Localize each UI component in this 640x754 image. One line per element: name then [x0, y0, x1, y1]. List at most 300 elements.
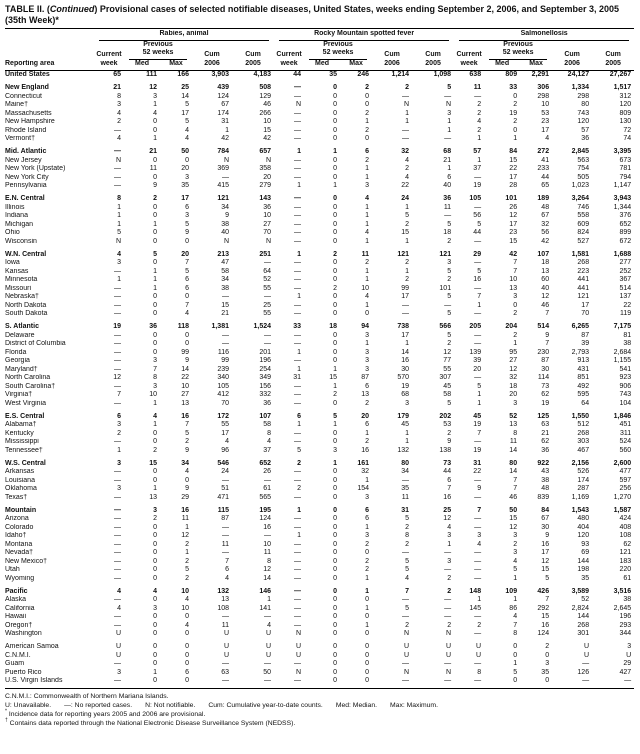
table-row [5, 174, 634, 183]
value-cell: 4 [185, 135, 189, 142]
value-cell: 99 [181, 348, 189, 356]
value-cell: 3 [365, 365, 370, 373]
value-cell: 24 [221, 468, 229, 475]
value-cell: 25 [181, 84, 189, 91]
table-row [5, 566, 634, 575]
value-cell: 1 [365, 237, 370, 245]
value-cell: 3 [513, 549, 518, 556]
value-cell: 39 [581, 340, 590, 347]
value-cell: 198 [577, 566, 590, 573]
table-row [5, 477, 634, 486]
value-cell: 96 [221, 446, 229, 454]
value-cell: 2 [365, 109, 370, 117]
reporting-area-cell: U.S. Virgin Islands [5, 677, 94, 689]
value-cell: 0 [153, 126, 157, 134]
disease-header-rabies [94, 30, 274, 41]
value-cell: 25 [443, 506, 452, 514]
reporting-area-cell: Delaware [5, 331, 35, 339]
value-cell: 32 [401, 148, 410, 155]
value-cell: 68 [401, 391, 410, 398]
value-cell: — [474, 237, 482, 245]
value-cell: 67 [221, 101, 229, 108]
value-cell: 268 [577, 621, 590, 629]
value-cell: — [372, 677, 412, 689]
value-cell: 2 [405, 84, 410, 91]
value-cell: 1 [365, 165, 370, 172]
table-body [5, 71, 634, 689]
value-cell: 10 [181, 382, 189, 390]
value-cell: 5 [513, 566, 518, 573]
value-cell: 652 [619, 220, 632, 228]
value-cell: — [264, 331, 272, 339]
value-cell: 10 [541, 101, 550, 108]
year-2005-label: 2005 [232, 60, 274, 71]
reporting-area-cell: C.N.M.I. [5, 651, 31, 659]
cum-label: Cum [564, 51, 580, 58]
header-spacer [5, 41, 94, 50]
value-cell: 19 [113, 323, 121, 330]
value-cell: 4 [405, 156, 410, 164]
value-cell: 526 [577, 468, 590, 475]
value-cell: 0 [153, 549, 157, 556]
value-cell: 42 [541, 237, 550, 245]
value-cell: 3 [513, 293, 518, 300]
value-cell: — [294, 156, 302, 164]
value-cell: 65 [541, 182, 550, 189]
title-continued: Continued [49, 4, 95, 14]
reporting-area-cell: Georgia [5, 357, 30, 364]
value-cell: 11 [263, 549, 272, 556]
value-cell: 67 [541, 212, 550, 219]
value-cell: 508 [259, 84, 272, 91]
value-cell: 251 [259, 250, 272, 258]
legend-not-notifiable: N: Not notifiable. [145, 702, 196, 709]
value-cell: 11 [221, 540, 229, 548]
value-cell: 1 [297, 250, 302, 258]
value-cell: 298 [537, 92, 550, 100]
table-row [5, 541, 634, 550]
value-cell: 7 [185, 421, 189, 428]
value-cell: — [474, 259, 482, 266]
value-cell: — [114, 165, 121, 172]
value-cell: — [294, 126, 302, 134]
value-cell: — [474, 557, 482, 565]
value-cell: 899 [619, 229, 632, 236]
value-cell: 0 [333, 237, 338, 245]
value-cell: 3 [333, 446, 338, 454]
value-cell: 1,543 [571, 506, 590, 514]
value-cell: 2 [333, 391, 338, 398]
table-row [5, 127, 634, 136]
value-cell: 121 [439, 250, 452, 258]
value-cell: 72 [623, 126, 632, 134]
value-cell: 2 [447, 587, 452, 595]
value-cell: 1 [365, 574, 370, 582]
value-cell: 3 [513, 532, 518, 539]
value-cell: 1 [225, 126, 229, 134]
weeks52-text: 52 weeks [129, 49, 187, 60]
value-cell: — [264, 476, 272, 484]
value-cell: — [114, 468, 121, 475]
value-cell: 3 [117, 259, 121, 266]
value-cell: 44 [293, 71, 302, 78]
value-cell: 638 [469, 71, 482, 78]
value-cell: 87 [361, 374, 370, 381]
value-cell: 3 [117, 485, 121, 492]
value-cell: 107 [537, 250, 550, 258]
value-cell: 11 [473, 84, 482, 91]
value-cell: 1,155 [613, 357, 632, 364]
value-cell: U [223, 643, 229, 650]
value-cell: 45 [443, 382, 452, 390]
value-cell: 21 [221, 310, 229, 317]
value-cell: 13 [149, 493, 157, 501]
value-cell: 2,793 [571, 348, 590, 356]
value-cell: 2 [447, 340, 452, 347]
value-cell: 5 [447, 310, 452, 317]
value-cell: U [403, 651, 410, 659]
value-cell: 48 [541, 203, 550, 211]
value-cell: — [294, 429, 302, 437]
value-cell: 1 [185, 523, 189, 531]
value-cell: 4 [365, 229, 370, 236]
value-cell: 119 [619, 310, 632, 317]
value-cell: — [294, 391, 302, 398]
year-2006-label: 2006 [372, 60, 412, 71]
value-cell: 415 [217, 182, 229, 189]
value-cell: 784 [217, 148, 229, 155]
value-cell: — [114, 532, 121, 539]
value-cell: U [446, 651, 452, 659]
value-cell: 2 [405, 165, 410, 172]
value-cell: 272 [537, 148, 550, 155]
value-cell: 427 [619, 668, 632, 676]
value-cell: 130 [619, 118, 632, 125]
value-cell: 0 [153, 540, 157, 548]
value-cell: 220 [619, 566, 632, 573]
med-label: Med [124, 60, 160, 71]
header-spacer [372, 41, 412, 50]
value-cell: — [444, 301, 452, 309]
value-cell: 0 [365, 310, 370, 317]
value-cell: 1 [297, 182, 302, 189]
value-cell: 369 [217, 165, 229, 172]
value-cell: 4 [513, 557, 518, 565]
reporting-area-cell: Tennessee† [5, 446, 43, 454]
value-cell: 17 [581, 301, 590, 309]
value-cell: 0 [333, 574, 338, 582]
value-cell: 431 [577, 365, 590, 373]
reporting-area-cell: District of Columbia [5, 340, 66, 347]
value-cell: 8 [153, 374, 157, 381]
value-cell: — [444, 549, 452, 556]
value-cell: 18 [443, 229, 452, 236]
value-cell: 21 [113, 84, 121, 91]
value-cell: 922 [537, 459, 550, 467]
value-cell: — [114, 267, 121, 275]
value-cell: — [222, 660, 229, 667]
value-cell: 2 [153, 515, 157, 522]
value-cell: — [222, 173, 229, 181]
value-cell: 13 [361, 391, 370, 398]
value-cell: 4 [267, 621, 272, 629]
value-cell: — [294, 212, 302, 219]
value-cell: 3 [447, 532, 452, 539]
value-cell: 0 [153, 660, 157, 667]
value-cell: 42 [263, 135, 272, 142]
value-cell: 1 [153, 135, 157, 142]
value-cell: 5 [333, 412, 338, 420]
value-cell: — [294, 92, 302, 100]
value-cell: 2 [477, 109, 482, 117]
value-cell: 3 [117, 668, 121, 676]
value-cell: 32 [541, 220, 550, 228]
value-cell: 0 [365, 668, 370, 676]
header-spacer [5, 49, 94, 60]
value-cell: 0 [333, 651, 338, 659]
value-cell: — [222, 523, 229, 531]
value-cell: 34 [181, 459, 189, 467]
value-cell: 2 [405, 523, 410, 531]
value-cell: 906 [619, 382, 632, 390]
value-cell: 37 [263, 446, 272, 454]
value-cell: 4 [117, 604, 121, 612]
value-cell: 6 [365, 506, 370, 514]
value-cell: 0 [333, 630, 338, 637]
value-cell: 74 [623, 135, 632, 142]
table-row [5, 357, 634, 366]
value-cell: 0 [333, 84, 338, 91]
value-cell: 4 [225, 574, 229, 582]
value-cell: 1 [153, 485, 157, 492]
value-cell: 4 [405, 574, 410, 582]
value-cell: 301 [577, 630, 590, 637]
reporting-area-cell: Colorado [5, 523, 34, 531]
value-cell: 5 [447, 331, 452, 339]
cum-label: Cum [245, 51, 261, 58]
value-cell: 196 [259, 357, 272, 364]
value-cell: 27,267 [609, 71, 632, 78]
value-cell: 19 [473, 446, 482, 454]
table-row [5, 285, 634, 294]
value-cell: 120 [577, 118, 590, 125]
value-cell: 566 [439, 323, 452, 330]
value-cell: — [444, 566, 452, 573]
value-cell: 0 [153, 630, 157, 637]
value-cell: U [115, 630, 121, 637]
value-cell: 0 [333, 357, 338, 364]
value-cell: 3,516 [613, 587, 632, 595]
value-cell: 20 [361, 412, 370, 420]
reporting-area-cell: Wyoming [5, 574, 35, 582]
value-cell: 137 [619, 293, 632, 300]
value-cell: 24 [401, 195, 410, 202]
value-cell: 7 [477, 429, 482, 437]
reporting-area-cell: Louisiana [5, 476, 35, 484]
value-cell: — [474, 340, 482, 347]
value-cell: 2 [447, 429, 452, 437]
value-cell: 0 [365, 135, 370, 142]
value-cell: — [114, 476, 121, 484]
value-cell: 2 [365, 399, 370, 407]
value-cell: 0 [304, 677, 340, 689]
value-cell: 0 [124, 677, 160, 689]
value-cell: 2 [185, 540, 189, 548]
value-cell: — [114, 340, 121, 347]
table-row [5, 182, 634, 191]
value-cell: 21 [149, 148, 157, 155]
value-cell: — [294, 468, 302, 475]
value-cell: 0 [153, 557, 157, 565]
value-cell: 0 [520, 677, 552, 689]
reporting-area-cell: W.N. Central [5, 250, 47, 258]
value-cell: 13 [509, 421, 518, 428]
value-cell: — [114, 348, 121, 356]
table-row [5, 144, 634, 157]
value-cell: 1 [153, 220, 157, 228]
value-cell: 2 [447, 621, 452, 629]
value-cell: 104 [619, 399, 632, 407]
value-cell: 0 [185, 643, 189, 650]
reporting-area-cell: Kansas [5, 267, 29, 275]
value-cell: 1 [477, 399, 482, 407]
value-cell: 13 [181, 399, 189, 407]
table-row [5, 268, 634, 277]
table-row [5, 229, 634, 238]
value-cell: U [295, 643, 302, 650]
value-cell: — [474, 630, 482, 637]
reporting-area-cell: New England [5, 84, 49, 91]
value-cell: 145 [469, 604, 482, 612]
value-cell: 17 [509, 173, 518, 181]
value-cell: 1 [513, 596, 518, 603]
value-cell: 738 [397, 323, 410, 330]
value-cell: 2 [545, 643, 550, 650]
value-cell: 70 [581, 310, 590, 317]
value-cell: 1 [477, 156, 482, 164]
value-cell: 4 [185, 621, 189, 629]
reporting-area-cell: Alaska [5, 596, 27, 603]
value-cell: 3 [153, 506, 157, 514]
value-cell: 18 [329, 323, 338, 330]
value-cell: 95 [509, 348, 518, 356]
cum-label: Cum [605, 51, 621, 58]
value-cell: 307 [439, 374, 452, 381]
value-cell: 53 [541, 109, 550, 117]
value-cell: — [294, 621, 302, 629]
value-cell: 4 [153, 412, 157, 420]
reporting-area-cell: Maine† [5, 101, 28, 108]
value-cell: 14 [509, 468, 518, 475]
value-cell: — [474, 613, 482, 620]
value-cell: 3 [513, 399, 518, 407]
value-cell: 0 [153, 429, 157, 437]
value-cell: 201 [259, 348, 272, 356]
table-row [5, 101, 634, 110]
value-cell: 1 [333, 365, 338, 373]
value-cell: 1,098 [433, 71, 452, 78]
value-cell: — [474, 515, 482, 522]
value-cell: — [114, 182, 121, 189]
table-row [5, 276, 634, 285]
value-cell: 0 [484, 677, 520, 689]
value-cell: 0 [333, 259, 338, 266]
reporting-area-cell: Nebraska† [5, 293, 39, 300]
value-cell: — [474, 660, 482, 667]
value-cell: 505 [577, 173, 590, 181]
value-cell: 99 [221, 357, 229, 364]
value-cell: 8 [267, 429, 272, 437]
reporting-area-cell: New Hampshire [5, 118, 55, 125]
value-cell: — [294, 604, 302, 612]
value-cell: 50 [263, 668, 272, 676]
value-cell: 3 [365, 182, 370, 189]
value-cell: 10 [263, 540, 272, 548]
table-row [5, 157, 634, 166]
value-cell: 268 [577, 259, 590, 266]
value-cell: 13 [509, 284, 518, 292]
value-cell: 1 [365, 476, 370, 484]
value-cell: 6 [185, 276, 189, 283]
value-cell: 0 [153, 596, 157, 603]
value-cell: 1 [513, 660, 518, 667]
week-label: week [274, 60, 304, 71]
value-cell: 15 [149, 459, 157, 467]
table-row [5, 221, 634, 230]
value-cell: 4 [225, 438, 229, 445]
value-cell: 62 [541, 438, 550, 445]
value-cell: 0 [333, 557, 338, 565]
value-cell: 5 [477, 220, 482, 228]
value-cell: 0 [153, 532, 157, 539]
reporting-area-cell: Connecticut [5, 92, 42, 100]
value-cell: 2,600 [613, 459, 632, 467]
value-cell: 14 [509, 446, 518, 454]
footnote-star [5, 710, 634, 719]
value-cell: 1 [297, 148, 302, 155]
header-spacer [274, 41, 304, 50]
value-cell: 44 [541, 173, 550, 181]
value-cell: 0 [333, 220, 338, 228]
value-cell: 17 [541, 549, 550, 556]
value-cell: 11 [509, 438, 518, 445]
value-cell: — [402, 476, 410, 484]
value-cell: 311 [619, 429, 632, 437]
value-cell: 0 [545, 651, 550, 659]
value-cell: 4 [185, 468, 189, 475]
legend-med: Med: Median. [335, 702, 377, 709]
value-cell: 0 [333, 276, 338, 283]
value-cell: 1 [405, 340, 410, 347]
reporting-area-cell: Wisconsin [5, 237, 37, 245]
value-cell: 0 [365, 651, 370, 659]
value-cell: 3 [365, 348, 370, 356]
value-cell: — [474, 331, 482, 339]
value-cell: N [403, 668, 410, 676]
value-cell: 12 [509, 212, 518, 219]
value-cell: 60 [541, 276, 550, 283]
value-cell: 19 [541, 399, 550, 407]
reporting-area-cell: Arizona [5, 515, 29, 522]
value-cell: — [444, 604, 452, 612]
value-cell: 306 [537, 84, 550, 91]
reporting-area-cell: New York (Upstate) [5, 165, 66, 172]
reporting-area-cell: West Virginia [5, 399, 46, 407]
value-cell: 12 [113, 374, 121, 381]
table-row [5, 660, 634, 669]
value-cell: 31 [221, 118, 229, 125]
disease-table [5, 30, 634, 689]
